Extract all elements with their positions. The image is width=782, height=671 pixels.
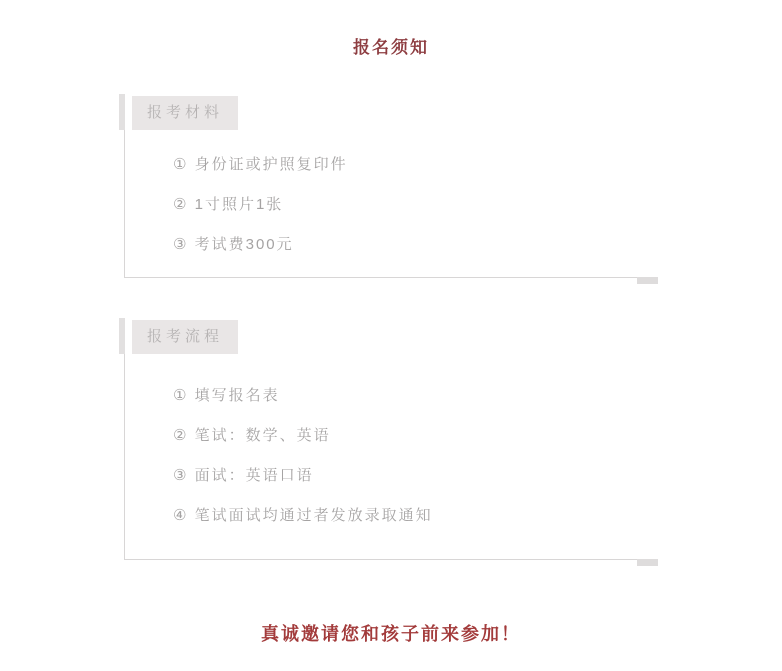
bottom-scrollbar-accent [637, 277, 658, 284]
page-footer-invitation: 真诚邀请您和孩子前来参加！ [261, 624, 521, 644]
left-scrollbar-accent [119, 318, 125, 354]
materials-box [124, 96, 638, 278]
list-item: ③ 面试：英语口语 [173, 467, 314, 484]
left-scrollbar-accent [119, 94, 125, 130]
bottom-scrollbar-accent [637, 559, 658, 566]
process-section-label: 报考流程 [132, 320, 238, 354]
section-process [119, 318, 658, 568]
process-box [124, 320, 638, 560]
list-item: ④ 笔试面试均通过者发放录取通知 [173, 507, 433, 524]
page-title: 报名须知 [353, 38, 429, 57]
list-item: ③ 考试费300元 [173, 236, 294, 253]
list-item: ① 身份证或护照复印件 [173, 156, 348, 173]
list-item: ② 1寸照片1张 [173, 196, 284, 213]
list-item: ① 填写报名表 [173, 387, 280, 404]
section-materials [119, 94, 658, 286]
materials-section-label: 报考材料 [132, 96, 238, 130]
list-item: ② 笔试：数学、英语 [173, 427, 331, 444]
